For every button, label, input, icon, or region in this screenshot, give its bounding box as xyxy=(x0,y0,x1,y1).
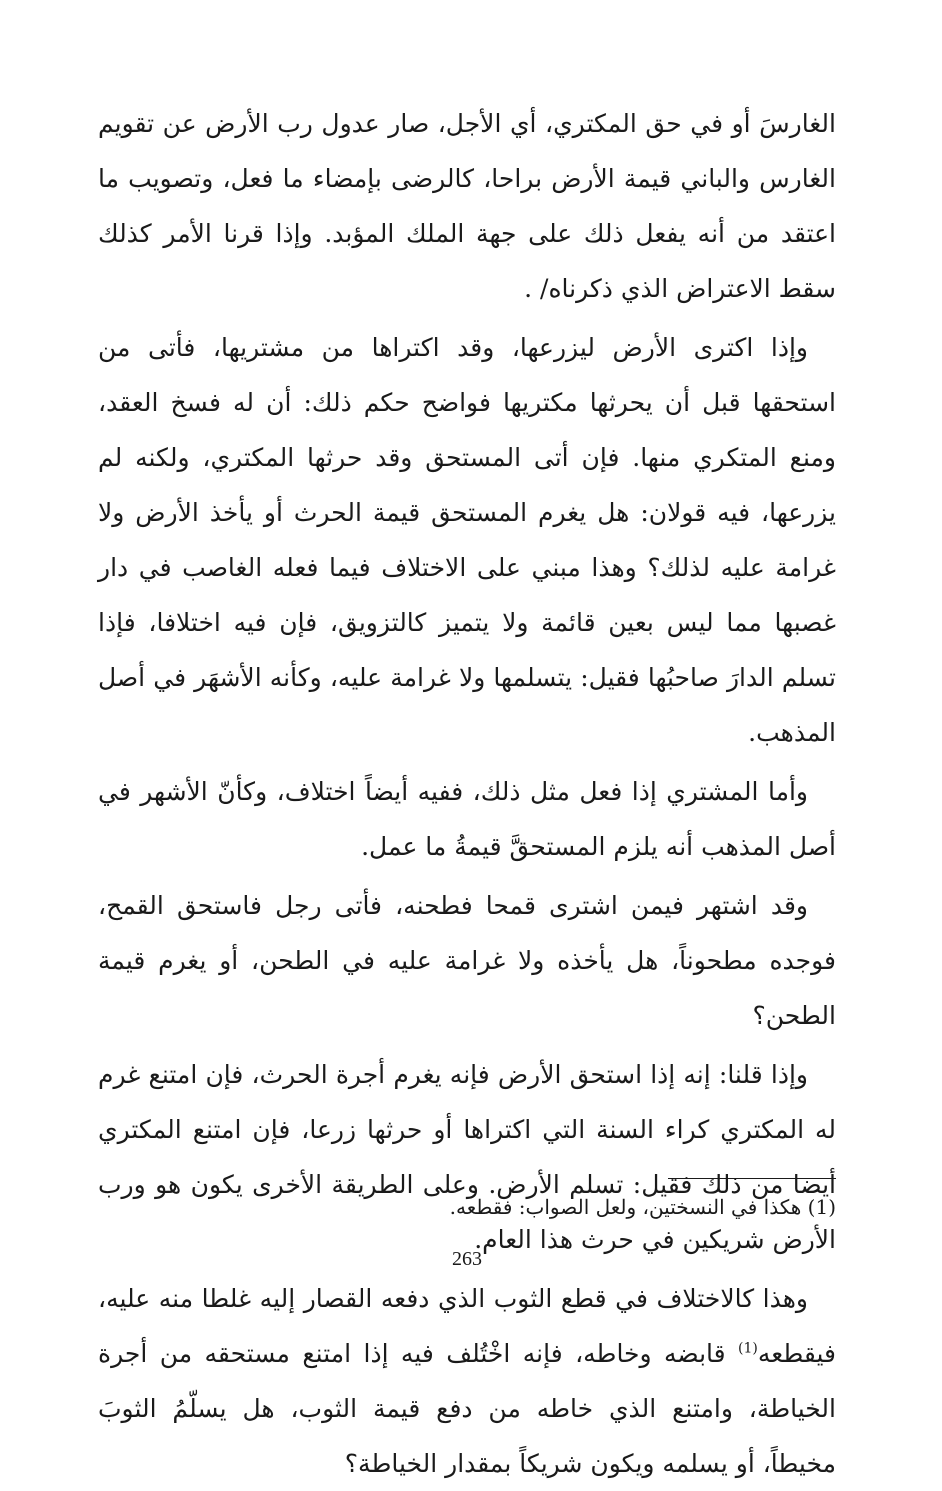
paragraph-5: وإذا قلنا: إنه إذا استحق الأرض فإنه يغرم أجرة الحرث، فإن امتنع غرم له المكتري كراء السنة التي اكتراها أو حرثها زرعا، فإن امتنع المكتري أيضا من ذلك فقيل: تسلم الأرض. وعلى الطريقة الأخرى يكون هو ورب الأرض شريكين في حرث هذا العام. xyxy=(98,1060,836,1254)
footnote: (1) هكذا في النسختين، ولعل الصواب: فقطعه. xyxy=(449,1195,836,1219)
paragraph-4: وقد اشتهر فيمن اشترى قمحا فطحنه، فأتى رجل فاستحق القمح، فوجده مطحوناً، هل يأخذه ولا غرامة عليه في الطحن، أو يغرم قيمة الطحن؟ xyxy=(98,891,836,1030)
book-page xyxy=(98,96,836,1478)
paragraph-1: الغارسَ أو في حق المكتري، أي الأجل، صار عدول رب الأرض عن تقويم الغارس والباني قيمة الأرض براحا، كالرضى بإمضاء ما فعل، وتصويب ما اعتقد من أنه يفعل ذلك على جهة الملك المؤبد. وإذا قرنا الأمر كذلك سقط الاعتراض الذي ذكرناه/ . xyxy=(98,109,836,303)
footnote-reference[interactable]: (1) xyxy=(738,1340,758,1357)
paragraph-6-text-start: وهذا كالاختلاف في قطع الثوب الذي دفعه القصار إليه غلطا منه عليه، فيقطعه xyxy=(98,1284,836,1368)
paragraph-3: وأما المشتري إذا فعل مثل ذلك، ففيه أيضاً اختلاف، وكأنّ الأشهر في أصل المذهب أنه يلزم المستحقَّ قيمةُ ما عمل. xyxy=(98,777,836,861)
paragraph-6 xyxy=(98,1271,836,1491)
footnote-separator xyxy=(668,1178,836,1179)
page-number: 263 xyxy=(452,1248,482,1270)
paragraph-2: وإذا اكترى الأرض ليزرعها، وقد اكتراها من مشتريها، فأتى من استحقها قبل أن يحرثها مكتريها فواضح حكم ذلك: أن له فسخ العقد، ومنع المتكري منها. فإن أتى المستحق وقد حرثها المكتري، ولكنه لم يزرعها، فيه قولان: هل يغرم المستحق قيمة الحرث أو يأخذ الأرض ولا غرامة عليه لذلك؟ وهذا مبني على الاختلاف فيما فعله الغاصب في دار غصبها مما ليس بعين قائمة ولا يتميز كالتزويق، فإن فيه اختلافا، فإذا تسلم الدارَ صاحبُها فقيل: يتسلمها ولا غرامة عليه، وكأنه الأشهَر في أصل المذهب. xyxy=(98,333,836,747)
paragraph-6-text-end: قابضه وخاطه، فإنه اخْتُلف فيه إذا امتنع مستحقه من أجرة الخياطة، وامتنع الذي خاطه من دفع قيمة الثوب، هل يسلّمُ الثوبَ مخيطاً، أو يسلمه ويكون شريكاً بمقدار الخياطة؟ xyxy=(98,1339,836,1478)
